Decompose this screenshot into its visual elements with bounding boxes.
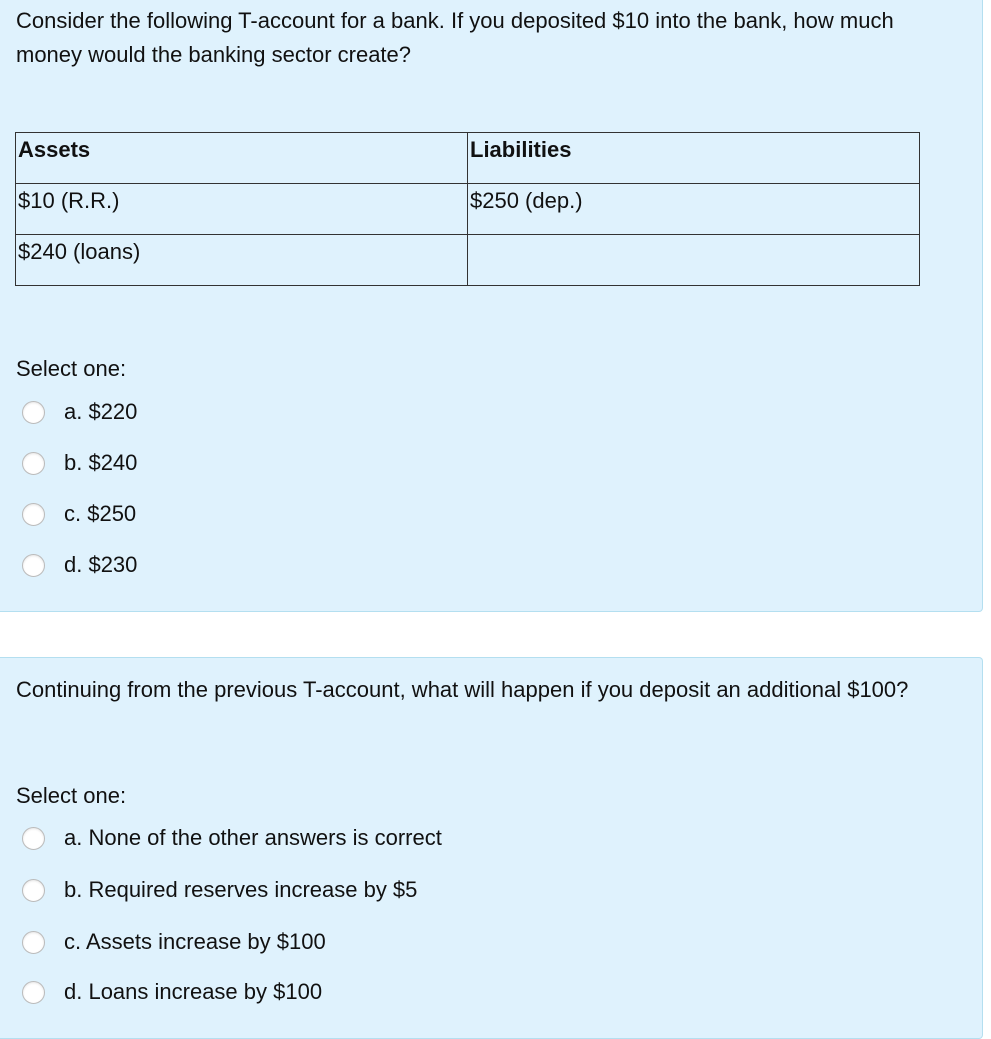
radio-button[interactable] xyxy=(22,931,45,954)
option-b[interactable] xyxy=(22,877,417,903)
select-one-label: Select one: xyxy=(16,783,127,808)
radio-button[interactable] xyxy=(22,981,45,1004)
assets-header: Assets xyxy=(16,133,468,184)
option-label: b. $240 xyxy=(64,450,138,475)
option-label: c. Assets increase by $100 xyxy=(64,929,326,954)
liabilities-header: Liabilities xyxy=(468,133,920,184)
radio-button[interactable] xyxy=(22,503,45,526)
option-c[interactable] xyxy=(22,929,326,955)
option-c[interactable] xyxy=(22,501,136,527)
option-label: b. Required reserves increase by $5 xyxy=(64,877,418,902)
radio-button[interactable] xyxy=(22,879,45,902)
option-d[interactable] xyxy=(22,552,137,578)
option-label: d. Loans increase by $100 xyxy=(64,979,323,1004)
option-a[interactable] xyxy=(22,399,137,425)
table-cell: $250 (dep.) xyxy=(468,184,920,235)
question-1-text: Consider the following T-account for a bank. If you deposited $10 into the bank, how much money would the banking sector create? xyxy=(16,8,894,67)
option-d[interactable] xyxy=(22,979,322,1005)
table-cell: $240 (loans) xyxy=(16,235,468,286)
option-label: a. $220 xyxy=(64,399,138,424)
t-account-table xyxy=(15,132,920,286)
radio-button[interactable] xyxy=(22,401,45,424)
option-b[interactable] xyxy=(22,450,137,476)
radio-button[interactable] xyxy=(22,452,45,475)
table-cell xyxy=(468,235,920,286)
option-label: a. None of the other answers is correct xyxy=(64,825,442,850)
radio-button[interactable] xyxy=(22,827,45,850)
select-one-label: Select one: xyxy=(16,356,127,381)
option-label: d. $230 xyxy=(64,552,138,577)
question-2-text: Continuing from the previous T-account, what will happen if you deposit an additional $100? xyxy=(16,677,909,702)
question-2-panel xyxy=(0,657,983,1039)
radio-button[interactable] xyxy=(22,554,45,577)
option-label: c. $250 xyxy=(64,501,137,526)
table-cell: $10 (R.R.) xyxy=(16,184,468,235)
option-a[interactable] xyxy=(22,825,442,851)
